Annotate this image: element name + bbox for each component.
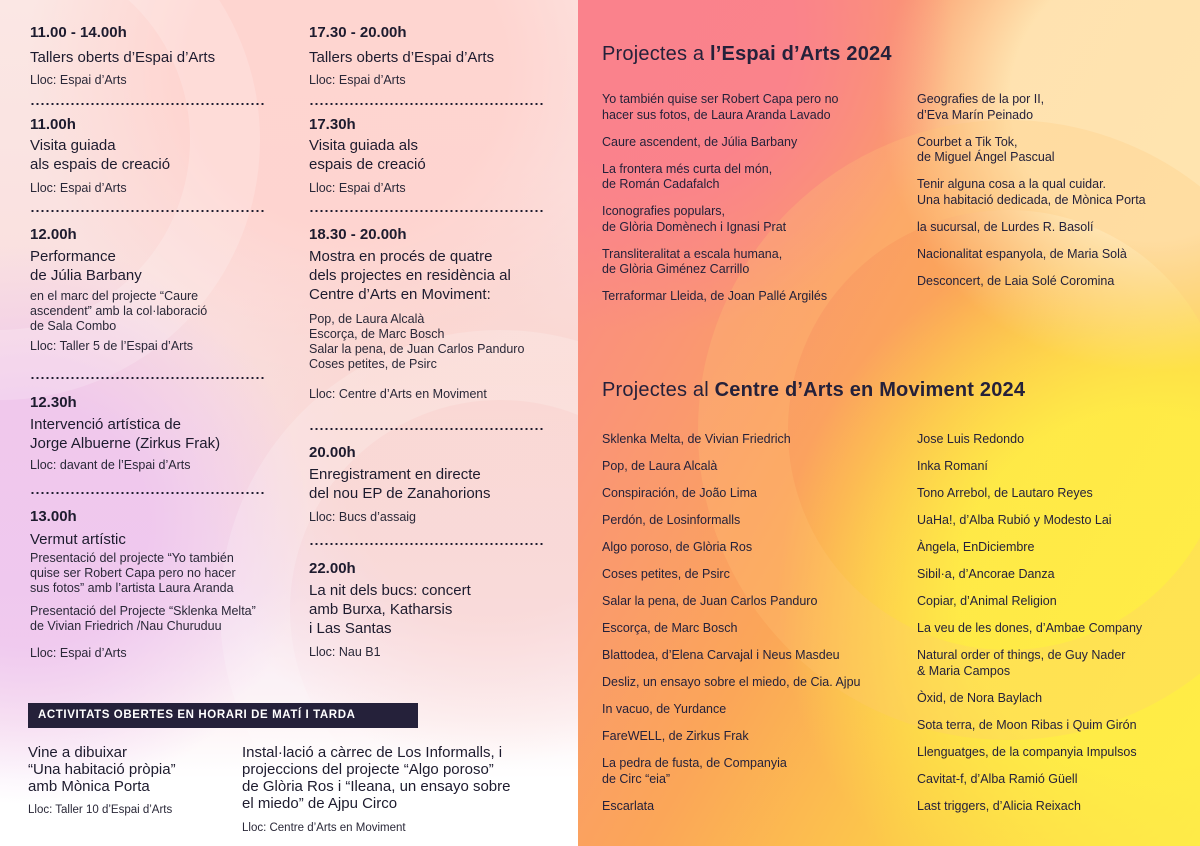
event-place: Lloc: Taller 5 de l’Espai d’Arts — [30, 339, 194, 353]
dotted-divider — [30, 377, 265, 379]
project-item: Copiar, d’Animal Religion — [917, 594, 1057, 608]
event-block — [309, 116, 564, 196]
section-title-prefix: Projectes al — [602, 379, 715, 401]
project-item: Courbet a Tik Tok, de Miguel Ángel Pascual — [917, 134, 1055, 164]
project-item: Last triggers, d’Alicia Reixach — [917, 798, 1081, 813]
project-item: Perdón, de Losinformalls — [602, 513, 741, 527]
project-item: In vacuo, de Yurdance — [602, 702, 727, 716]
event-title: Mostra en procés de quatre dels projectes en residència al Centre d’Arts en Moviment: — [309, 248, 511, 303]
project-item: FareWELL, de Zirkus Frak — [602, 729, 749, 743]
event-place: Lloc: Espai d’Arts — [30, 646, 127, 660]
project-item: Desliz, un ensayo sobre el miedo, de Cia. Ajpu — [602, 675, 861, 689]
project-item: Coses petites, de Psirc — [602, 567, 730, 581]
project-item: Sklenka Melta, de Vivian Friedrich — [602, 432, 791, 446]
event-title: Visita guiada als espais de creació — [30, 137, 171, 173]
project-item: Llenguatges, de la companyia Impulsos — [917, 744, 1137, 759]
event-title: Vermut artístic — [30, 531, 126, 548]
event-description: Pop, de Laura Alcalà Escorça, de Marc Bosch Salar la pena, de Juan Carlos Panduro Coses petites, de Psirc — [309, 312, 525, 371]
section-title-bold: l’Espai d’Arts 2024 — [710, 43, 892, 65]
dotted-divider — [30, 492, 265, 494]
project-item: Blattodea, d’Elena Carvajal i Neus Masdeu — [602, 648, 840, 662]
espai-projects-right — [917, 92, 1197, 301]
event-place: Lloc: davant de l’Espai d’Arts — [30, 458, 191, 472]
project-item: Cavitat-f, d’Alba Ramió Güell — [917, 771, 1078, 786]
event-place: Lloc: Espai d’Arts — [30, 181, 127, 195]
event-title: Performance de Júlia Barbany — [30, 248, 142, 284]
project-item: Sibil·a, d’Ancorae Danza — [917, 567, 1055, 581]
event-description-2: Presentació del Projecte “Sklenka Melta” de Vivian Friedrich /Nau Churuduu — [30, 604, 256, 633]
project-item: Nacionalitat espanyola, de Maria Solà — [917, 246, 1127, 261]
open-activity-title: Vine a dibuixar “Una habitació pròpia” amb Mònica Porta — [28, 744, 176, 795]
event-place: Lloc: Bucs d’assaig — [309, 510, 417, 524]
event-time: 17.30h — [309, 116, 356, 133]
section-title-bold: Centre d’Arts en Moviment 2024 — [714, 379, 1026, 401]
section-title-prefix: Projectes a — [602, 43, 711, 65]
project-item: Jose Luis Redondo — [917, 432, 1025, 446]
project-item: La pedra de fusta, de Companyia de Circ “eia” — [602, 756, 787, 786]
project-item: Tono Arrebol, de Lautaro Reyes — [917, 486, 1093, 500]
project-item: Conspiración, de João Lima — [602, 486, 757, 500]
event-place: Lloc: Espai d’Arts — [309, 73, 406, 87]
event-place: Lloc: Nau B1 — [309, 645, 381, 659]
event-block — [309, 560, 564, 660]
dotted-divider — [309, 103, 544, 105]
dotted-divider — [30, 103, 265, 105]
open-activity-title: Instal·lació a càrrec de Los Informalls, i projeccions del projecte “Algo poroso” de Glòria Ros i “Ileana, un ensayo sobre el miedo” de Ajpu Circo — [242, 744, 511, 812]
event-block — [30, 226, 290, 354]
event-title: Intervenció artística de Jorge Albuerne (Zirkus Frak) — [30, 416, 221, 452]
event-time: 22.00h — [309, 560, 356, 577]
dotted-divider — [309, 543, 544, 545]
project-item: Escorça, de Marc Bosch — [602, 621, 738, 635]
project-item: Tenir alguna cosa a la qual cuidar. Una habitació dedicada, de Mònica Porta — [917, 177, 1146, 207]
dotted-divider — [30, 210, 265, 212]
event-time: 20.00h — [309, 444, 356, 461]
open-activity-drawing — [28, 744, 228, 817]
project-item: La frontera més curta del món, de Román Cadafalch — [602, 161, 773, 191]
event-time: 11.00h — [30, 116, 76, 133]
project-item: Àngela, EnDiciembre — [917, 540, 1035, 554]
project-item: UaHa!, d’Alba Rubió y Modesto Lai — [917, 513, 1112, 527]
event-title: La nit dels bucs: concert amb Burxa, Katharsis i Las Santas — [309, 582, 471, 637]
project-item: Pop, de Laura Alcalà — [602, 459, 718, 473]
schedule-panel — [0, 0, 578, 846]
event-block — [30, 394, 290, 473]
event-time: 18.30 - 20.00h — [309, 226, 407, 243]
event-title: Tallers oberts d’Espai d’Arts — [30, 49, 216, 66]
open-activity-installation — [242, 744, 572, 835]
project-item: Terraformar Lleida, de Joan Pallé Argilés — [602, 289, 828, 303]
event-time: 12.30h — [30, 394, 77, 411]
project-item: Transliteralitat a escala humana, de Glòria Giménez Carrillo — [602, 246, 783, 276]
event-description: Presentació del projecte “Yo también quise ser Robert Capa pero no hacer sus fotos” amb l’artista Laura Aranda — [30, 551, 236, 595]
event-time: 13.00h — [30, 508, 77, 525]
event-title: Enregistrament en directe del nou EP de Zanahorions — [309, 466, 491, 502]
open-activity-place: Lloc: Taller 10 d’Espai d’Arts — [28, 804, 173, 816]
event-time: 11.00 - 14.00h — [30, 24, 127, 41]
event-title: Tallers oberts d’Espai d’Arts — [309, 49, 495, 66]
project-item: Caure ascendent, de Júlia Barbany — [602, 134, 798, 149]
project-item: Desconcert, de Laia Solé Coromina — [917, 273, 1115, 288]
dotted-divider — [309, 210, 544, 212]
project-item: Inka Romaní — [917, 459, 988, 473]
event-block — [30, 24, 290, 88]
event-block — [30, 116, 290, 196]
event-place: Lloc: Espai d’Arts — [30, 73, 127, 87]
event-block — [309, 226, 564, 402]
project-item: Natural order of things, de Guy Nader & Maria Campos — [917, 648, 1126, 678]
open-activities-banner: ACTIVITATS OBERTES EN HORARI DE MATÍ I TARDA — [28, 703, 418, 728]
event-block — [309, 24, 564, 88]
event-title: Visita guiada als espais de creació — [309, 137, 426, 173]
espai-projects-left — [602, 92, 902, 316]
dotted-divider — [309, 428, 544, 430]
section-title-espai-arts — [602, 42, 892, 66]
event-description: en el marc del projecte “Caure ascendent” amb la col·laboració de Sala Combo — [30, 289, 208, 333]
project-item: la sucursal, de Lurdes R. Basolí — [917, 219, 1094, 234]
projects-panel — [578, 0, 1200, 846]
project-item: Yo también quise ser Robert Capa pero no hacer sus fotos, de Laura Aranda Lavado — [602, 92, 839, 122]
centre-projects-right — [917, 432, 1197, 826]
project-item: La veu de les dones, d’Ambae Company — [917, 621, 1143, 635]
project-item: Algo poroso, de Glòria Ros — [602, 540, 753, 554]
project-item: Salar la pena, de Juan Carlos Panduro — [602, 594, 818, 608]
project-item: Escarlata — [602, 798, 655, 813]
project-item: Òxid, de Nora Baylach — [917, 690, 1043, 705]
section-title-centre-arts — [602, 378, 1025, 402]
event-block — [309, 444, 564, 525]
project-item: Geografies de la por II, d’Eva Marín Peinado — [917, 92, 1045, 122]
event-time: 12.00h — [30, 226, 77, 243]
event-place: Lloc: Espai d’Arts — [309, 181, 406, 195]
project-item: Sota terra, de Moon Ribas i Quim Girón — [917, 717, 1137, 732]
event-place: Lloc: Centre d’Arts en Moviment — [309, 387, 487, 401]
event-time: 17.30 - 20.00h — [309, 24, 407, 41]
centre-projects-left — [602, 432, 902, 826]
event-block — [30, 508, 290, 661]
open-activity-place: Lloc: Centre d’Arts en Moviment — [242, 822, 406, 834]
project-item: Iconografies populars, de Glòria Domènech i Ignasi Prat — [602, 204, 787, 234]
